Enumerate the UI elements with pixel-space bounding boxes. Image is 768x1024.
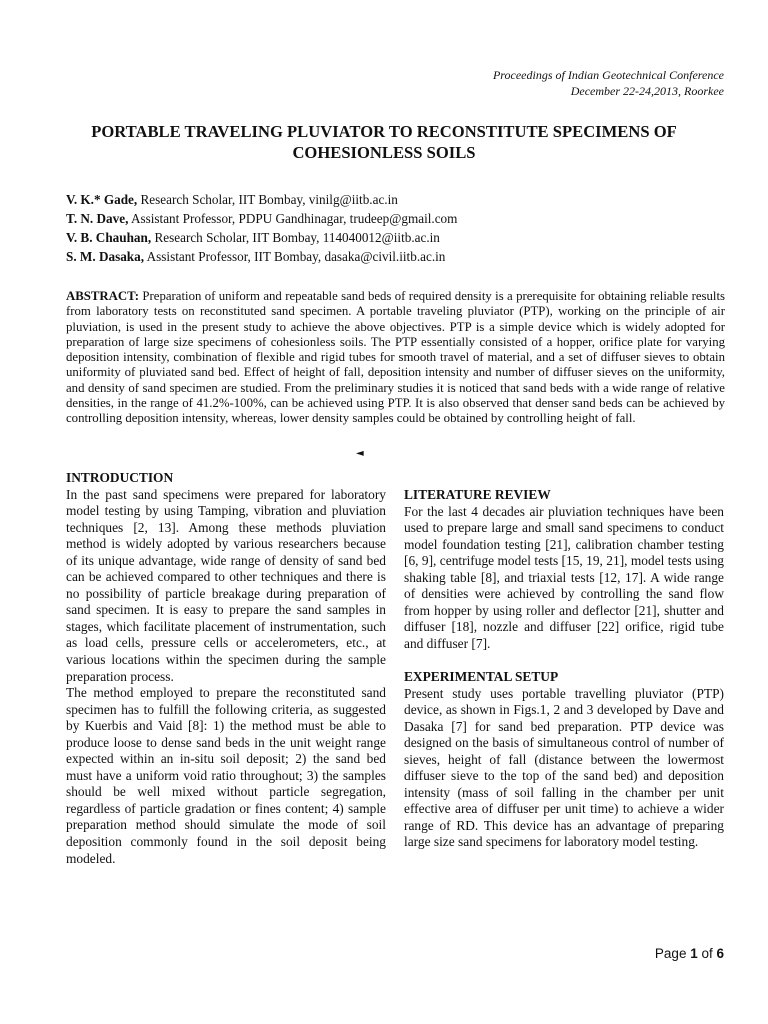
title-line-2: COHESIONLESS SOILS (292, 143, 476, 162)
author-detail: Assistant Professor, PDPU Gandhinagar, trudeep@gmail.com (128, 211, 458, 226)
literature-review-heading: LITERATURE REVIEW (404, 487, 551, 502)
author-name: S. M. Dasaka, (66, 249, 145, 264)
author-line (66, 209, 457, 228)
page-label: Page (654, 946, 691, 961)
abstract-label: ABSTRACT: (66, 289, 140, 303)
conference-date: December 22-24,2013, Roorkee (570, 84, 724, 98)
author-line (66, 228, 457, 247)
abstract-text: Preparation of uniform and repeatable sand beds of required density is a prerequisite for obtaining reliable results from laboratory tests on reconstituted sand specimen. A portable traveling pluviator (PTP), working on the principle of air pluviation, is used in the present study to achieve the above objectives. PTP is a simple device which is widely adopted for preparation of large size specimens of cohesionless soils. The PTP essentially consisted of a hopper, orifice plate for varying deposition intensity, combination of flexible and rigid tubes for smooth travel of material, and a set of diffuser sieves to obtain uniformity of pluviated sand bed. Effect of height of fall, deposition intensity and number of diffuser sieves on the uniformity, and density of sand specimen are studied. From the preliminary studies it is noticed that sand beds with a wide range of relative densities, in the range of 41.2%-100%, can be achieved using PTP. It is also observed that denser sand beds can be achieved by controlling deposition intensity, whereas, lower density samples could be obtained by controlling height of fall. (66, 289, 725, 426)
right-column (404, 487, 724, 851)
left-column (66, 470, 386, 867)
author-name: V. K.* Gade, (66, 192, 138, 207)
author-line (66, 190, 457, 209)
conference-header (493, 67, 724, 99)
author-detail: Research Scholar, IIT Bombay, 114040012@iitb.ac.in (151, 230, 440, 245)
experimental-setup-text: Present study uses portable travelling pluviator (PTP) device, as shown in Figs.1, 2 and 3 developed by Dave and Dasaka [7] for sand bed preparation. PTP device was designed on the basis of simultaneous control of number of sieves, height of fall (distance between the lowermost diffuser sieve to the top of the sand bed) and deposition intensity (mass of soil falling in the chamber per unit effective area of diffuser per unit time) to achieve a wider range of RD. This device has an advantage of preparing large size sand specimens for laboratory model testing. (404, 685, 724, 850)
experimental-setup-heading: EXPERIMENTAL SETUP (404, 668, 559, 684)
title-line-1: PORTABLE TRAVELING PLUVIATOR TO RECONSTITUTE SPECIMENS OF (91, 122, 677, 141)
author-detail: Assistant Professor, IIT Bombay, dasaka@civil.iitb.ac.in (144, 249, 446, 264)
author-name: T. N. Dave, (66, 211, 129, 226)
author-list (66, 190, 457, 266)
conference-name: Proceedings of Indian Geotechnical Conference (492, 68, 724, 82)
introduction-heading: INTRODUCTION (66, 470, 174, 485)
abstract (66, 289, 725, 427)
current-page: 1 (690, 946, 698, 961)
total-pages: 6 (716, 946, 724, 961)
author-line (66, 247, 457, 266)
introduction-paragraph-2: The method employed to prepare the reconstituted sand specimen has to fulfill the following criteria, as suggested by Kuerbis and Vaid [8]: 1) the method must be able to produce loose to dense sand beds in the unit weight range expected within an in-situ soil deposit; 2) the sand bed must have a uniform void ratio throughout; 3) the samples should be well mixed without particle segregation, regardless of particle gradation or fines content; 4) sample preparation method should simulate the mode of soil deposition commonly found in the soil deposit being modeled. (66, 685, 386, 866)
literature-review-text: For the last 4 decades air pluviation techniques have been used to prepare large and small sand specimens to conduct model foundation testing [21], calibration chamber testing [6, 9], centrifuge model tests [15, 19, 21], model tests using shaking table [8], and triaxial tests [12, 17]. A wide range of densities were achieved by controlling the sand flow from hopper by using roller and deflector [21], shutter and diffuser [18], nozzle and diffuser [22] orifice, rigid tube and diffuser [7]. (404, 503, 724, 651)
page-separator: of (697, 946, 717, 961)
page-number (655, 946, 724, 961)
left-arrow-marker-icon: ◄ (356, 448, 364, 459)
introduction-paragraph-1: In the past sand specimens were prepared for laboratory model testing by using Tamping, vibration and pluviation techniques [2, 13]. Among these methods pluviation method is widely adopted by various researchers because of its unique advantage, wide range of density of sand bed can be achieved compared to other techniques and there is no possibility of particle breakage during preparation of sand specimen. It is easy to prepare the sand samples in stages, which facilitate placement of instrumentation, such as load cells, pressure cells or accelerometers, etc., at various locations within the specimen during the sample preparation process. (66, 486, 386, 684)
paper-title (40, 121, 728, 163)
author-name: V. B. Chauhan, (66, 230, 152, 245)
author-detail: Research Scholar, IIT Bombay, vinilg@iitb.ac.in (137, 192, 398, 207)
section-spacer (404, 652, 724, 669)
